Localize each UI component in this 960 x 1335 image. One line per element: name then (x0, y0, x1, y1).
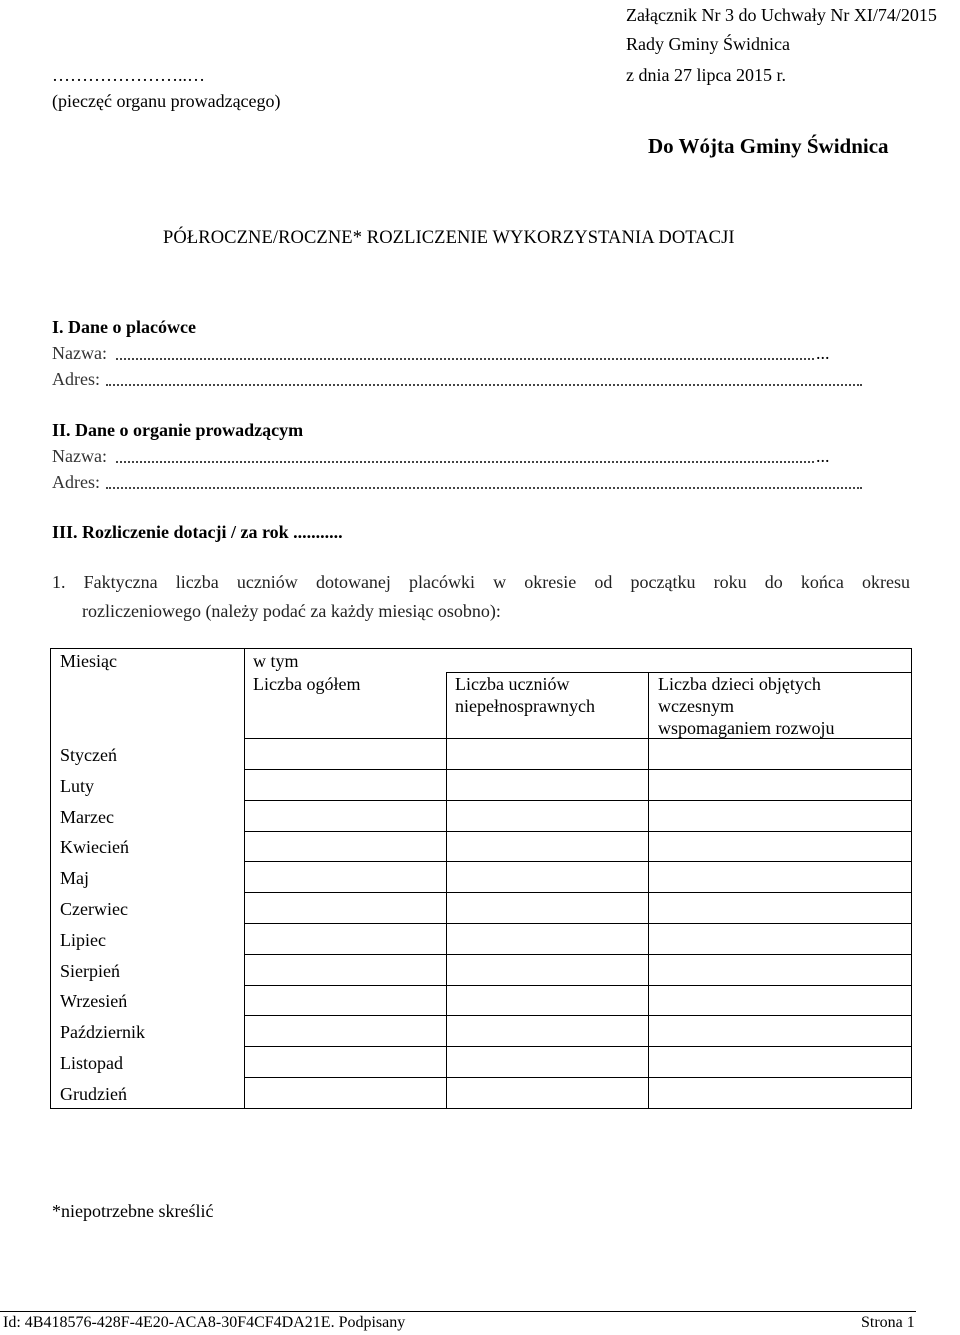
paragraph-1-line-1 (52, 568, 910, 597)
table-row-month: Marzec (60, 806, 114, 827)
section-1-name-label: Nazwa: (52, 343, 107, 363)
section-1-name-tail: ... (816, 343, 830, 363)
table-row-line (244, 923, 912, 924)
paragraph-1-word: uczniów (236, 572, 298, 592)
section-2-name-field[interactable] (116, 461, 814, 463)
paragraph-1-word: okresu (861, 572, 910, 592)
section-1-address-label: Adres: (52, 369, 100, 389)
section-1-heading: I. Dane o placówce (52, 317, 196, 337)
table-row-line (244, 1015, 912, 1016)
students-table (50, 648, 912, 1109)
table-row-line (244, 985, 912, 986)
section-2-name-tail: ... (816, 446, 830, 466)
table-header-disabled-1: Liczba uczniów (455, 674, 570, 694)
table-border-bottom (50, 1108, 912, 1109)
table-row-line (244, 831, 912, 832)
paragraph-1-word: dotowanej (315, 572, 391, 592)
table-border-right (911, 648, 912, 1109)
section-1-address-field[interactable] (106, 384, 862, 386)
table-row-line (244, 954, 912, 955)
footer-divider (0, 1311, 916, 1312)
table-border-left (50, 648, 51, 1109)
paragraph-1-word: końca (800, 572, 844, 592)
paragraph-1-number: 1. (52, 572, 66, 592)
paragraph-1-word: w (493, 572, 507, 592)
paragraph-1-word: okresie (524, 572, 577, 592)
table-row-line (244, 769, 912, 770)
table-border-top (50, 648, 912, 649)
table-row-line (244, 800, 912, 801)
document-title: PÓŁROCZNE/ROCZNE* ROZLICZENIE WYKORZYSTANIA DOTACJI (163, 228, 735, 248)
table-row-month: Czerwiec (60, 899, 128, 919)
section-1-name-field[interactable] (116, 358, 814, 360)
attachment-date: z dnia 27 lipca 2015 r. (626, 65, 786, 85)
table-row-month: Styczeń (60, 745, 117, 765)
table-row-month: Maj (60, 868, 89, 889)
table-row-month: Listopad (60, 1053, 123, 1073)
footer-document-id: Id: 4B418576-428F-4E20-ACA8-30F4CF4DA21E. Podpisany (3, 1314, 406, 1331)
table-row-month: Wrzesień (60, 991, 128, 1012)
table-header-early-1: Liczba dzieci objętych (658, 674, 821, 694)
table-header-early-3: wspomaganiem rozwoju (658, 718, 835, 738)
table-header-early-2: wczesnym (658, 696, 734, 716)
paragraph-1-word: Faktyczna (83, 572, 158, 592)
section-3-heading: III. Rozliczenie dotacji / za rok ........... (52, 522, 343, 542)
table-row-month: Grudzień (60, 1083, 127, 1104)
seal-caption: (pieczęć organu prowadzącego) (52, 91, 281, 111)
paragraph-1-word: liczba (175, 572, 219, 592)
paragraph-1-word: od (594, 572, 613, 592)
paragraph-1-line-2: rozliczeniowego (należy podać za każdy miesiąc osobno): (82, 601, 501, 621)
table-col-sep-1 (244, 648, 245, 1109)
paragraph-1-word: początku (630, 572, 696, 592)
section-2-heading: II. Dane o organie prowadzącym (52, 420, 304, 440)
section-2-name-label: Nazwa: (52, 446, 107, 466)
paragraph-1-word: placówki (409, 572, 476, 592)
table-header-disabled-2: niepełnosprawnych (455, 696, 595, 716)
footer-page-number: Strona 1 (861, 1314, 915, 1331)
table-row-month: Kwiecień (60, 837, 129, 858)
paragraph-1-word: do (764, 572, 783, 592)
section-2-address-field[interactable] (106, 487, 862, 489)
addressee: Do Wójta Gminy Świdnica (648, 134, 889, 158)
table-row-line (244, 1077, 912, 1078)
paragraph-1 (52, 568, 910, 626)
table-row-month: Sierpień (60, 960, 120, 981)
table-row-line (244, 892, 912, 893)
table-row-line (244, 861, 912, 862)
table-row-line (244, 1046, 912, 1047)
table-header-total: Liczba ogółem (253, 674, 361, 694)
table-row-month: Lipiec (60, 929, 106, 950)
attachment-line-2: Rady Gminy Świdnica (626, 34, 790, 54)
paragraph-1-word: roku (713, 572, 747, 592)
table-header-month: Miesiąc (60, 651, 117, 671)
seal-placeholder-dots: …………………..… (52, 65, 205, 85)
table-header-w-tym: w tym (253, 651, 299, 671)
table-row-month: Luty (60, 775, 94, 796)
footnote: *niepotrzebne skreślić (52, 1201, 214, 1221)
attachment-line-1: Załącznik Nr 3 do Uchwały Nr XI/74/2015 (626, 5, 937, 25)
table-row-month: Październik (60, 1022, 145, 1043)
section-2-address-label: Adres: (52, 472, 100, 492)
